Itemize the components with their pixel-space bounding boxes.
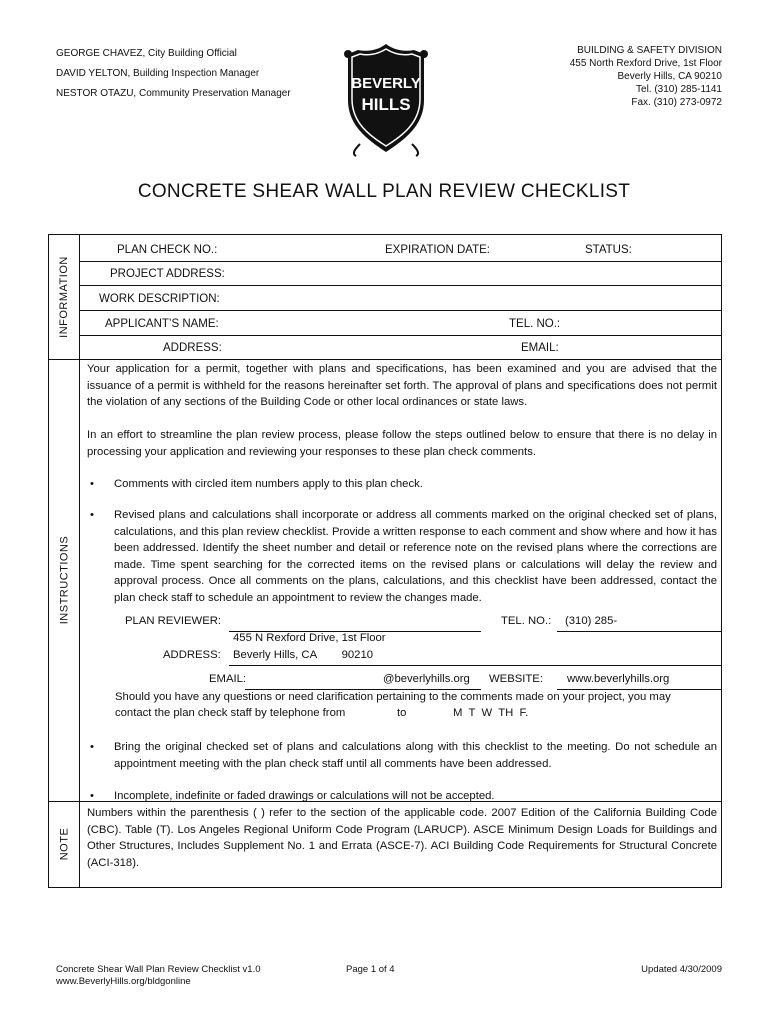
logo-text-line1: BEVERLY <box>351 75 421 92</box>
applicant-name-label: APPLICANT’S NAME: <box>105 318 219 330</box>
status-label: STATUS: <box>585 244 632 256</box>
website-value[interactable]: www.beverlyhills.org <box>567 673 670 685</box>
header-officials <box>56 44 291 104</box>
questions-line1: Should you have any questions or need clarification pertaining to the comments made on your project, you may <box>115 691 671 703</box>
tel-no-label: TEL. NO.: <box>509 318 561 330</box>
logo-text-line2: HILLS <box>361 95 411 114</box>
beverly-hills-logo <box>338 40 434 158</box>
instructions-label: INSTRUCTIONS <box>58 535 70 625</box>
info-row-project-address <box>79 261 721 286</box>
info-row-plan-check <box>79 237 721 262</box>
information-label: INFORMATION <box>58 256 70 338</box>
reviewer-tel-label: TEL. NO.: <box>501 615 552 627</box>
footer-doc-name: Concrete Shear Wall Plan Review Checklist v1.0 <box>56 964 261 975</box>
division-line: Beverly Hills, CA 90210 <box>617 71 722 82</box>
bullet-text: Incomplete, indefinite or faded drawings or calculations will not be accepted. <box>114 790 495 802</box>
info-row-applicant <box>79 311 721 336</box>
header-division <box>570 44 722 109</box>
bullet-item: • Revised plans and calculations shall incorporate or address all comments marked on the original checked set of plans, calculations, and this plan review checklist. Provide a written response to each comment and show where and how it has been addressed. Identify the sheet number and detail or reference note on the revised plans where the corrections are made. Time spent searching for the corrected items on the revised plans or calculations will delay the review and approval process. Once all comments on the plans, calculations, and this checklist have been addressed, contact the plan check staff to schedule an appointment to review the changes made. <box>87 507 717 606</box>
instructions-para2: In an effort to streamline the plan review process, please follow the steps outlined below to ensure that there is no delay in processing your application and reviewing your responses to these plan check comments. <box>87 429 717 458</box>
bullet-item: • Incomplete, indefinite or faded drawings or calculations will not be accepted. <box>87 788 717 805</box>
reviewer-email-value: @beverlyhills.org <box>383 673 470 685</box>
official-line: NESTOR OTAZU, Community Preservation Manager <box>56 88 291 99</box>
website-label: WEBSITE: <box>489 673 543 685</box>
expiration-date-label: EXPIRATION DATE: <box>385 244 491 256</box>
reviewer-email-label: EMAIL: <box>209 673 247 685</box>
footer-page: Page 1 of 4 <box>346 964 395 975</box>
reviewer-tel-value: (310) 285- <box>565 615 618 627</box>
bullet-item: • Bring the original checked set of plans and calculations along with this checklist to the meeting. Do not schedule an appointment meeting with the plan check staff until all comments have been addressed. <box>87 739 717 772</box>
division-line: Tel. (310) 285-1141 <box>636 84 722 95</box>
reviewer-email-line[interactable] <box>245 689 481 690</box>
note-text: Numbers within the parenthesis ( ) refer to the section of the applicable code. 2007 Edition of the California Building Code (CBC). Table (T). Los Angeles Regional Uniform Code Program (LARUCP). ASCE Minimum Design Loads for Buildings and Other Structures, Includes Supplement No. 1 and Errata (ASCE-7). ACI Building Code Requirements for Structural Concrete (ACI-318). <box>87 807 717 869</box>
business-days: M T W TH F. <box>453 707 529 719</box>
footer-url[interactable]: www.BeverlyHills.org/bldgonline <box>56 976 191 987</box>
instructions-para1: Your application for a permit, together with plans and specifications, has been examined and you are advised that the issuance of a permit is withheld for the reasons hereinafter set forth. The approval of plans and specifications does not permit the violation of any sections of the Building Code or other local ordinances or state laws. <box>87 363 717 408</box>
plan-reviewer-label: PLAN REVIEWER: <box>125 615 222 627</box>
section-divider <box>49 359 721 360</box>
official-line: GEORGE CHAVEZ, City Building Official <box>56 48 237 59</box>
reviewer-address-label: ADDRESS: <box>163 649 221 661</box>
bullet-text: Revised plans and calculations shall incorporate or address all comments marked on the original checked set of plans, calculations, and this plan review checklist. Provide a written response to each comment and show where and how it has been addressed. Identify the sheet number and detail or reference note on the revised plans where the corrections are made. Time spent searching for the corrected items on the revised plans or calculations will delay the review and approval process. Once all comments on the plans, calculations, and this checklist have been addressed, contact the plan check staff to schedule an appointment to review the changes made. <box>114 509 717 604</box>
bullet-text: Bring the original checked set of plans and calculations along with this checklist to the meeting. Do not schedule an appointment meeting with the plan check staff until all comments have been addressed. <box>114 741 717 770</box>
reviewer-address-line1: 455 N Rexford Drive, 1st Floor <box>233 632 386 644</box>
info-row-address <box>79 335 721 359</box>
address-label: ADDRESS: <box>163 342 222 354</box>
reviewer-address-line2: Beverly Hills, CA 90210 <box>233 649 374 661</box>
note-label: NOTE <box>58 827 70 861</box>
website-line <box>557 689 721 690</box>
checklist-frame <box>48 234 722 888</box>
to-word: to <box>397 707 407 719</box>
division-line: 455 North Rexford Drive, 1st Floor <box>569 58 722 69</box>
info-row-work-description <box>79 286 721 311</box>
questions-line2: contact the plan check staff by telephone from <box>115 707 346 719</box>
official-line: DAVID YELTON, Building Inspection Manager <box>56 68 260 79</box>
email-label: EMAIL: <box>521 342 559 354</box>
reviewer-address-line <box>229 665 721 666</box>
plan-check-no-label: PLAN CHECK NO.: <box>117 244 218 256</box>
work-description-label: WORK DESCRIPTION: <box>99 293 220 305</box>
bullet-text: Comments with circled item numbers apply to this plan check. <box>114 478 423 490</box>
bullet-item: • Comments with circled item numbers apply to this plan check. <box>87 476 717 493</box>
project-address-label: PROJECT ADDRESS: <box>110 268 225 280</box>
footer-updated: Updated 4/30/2009 <box>641 964 722 975</box>
footer-left <box>56 964 261 988</box>
division-line: BUILDING & SAFETY DIVISION <box>577 45 722 56</box>
page-title: CONCRETE SHEAR WALL PLAN REVIEW CHECKLIST <box>137 181 631 202</box>
reviewer-tel-line[interactable] <box>557 631 721 632</box>
division-line: Fax. (310) 273-0972 <box>631 97 722 108</box>
